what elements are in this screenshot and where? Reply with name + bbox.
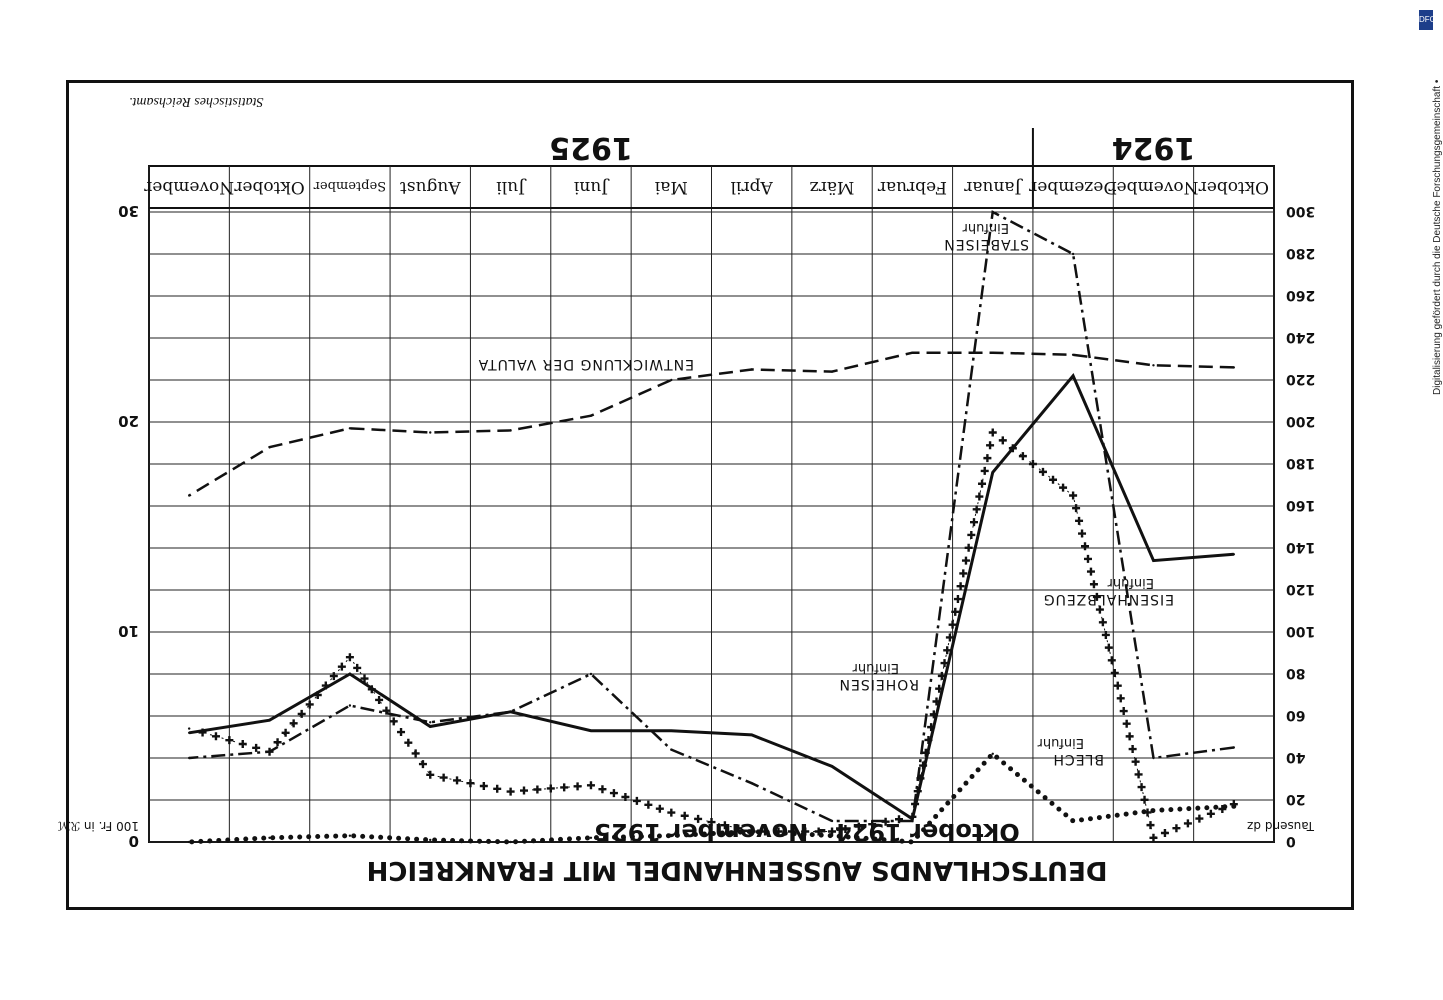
data-point <box>992 352 994 354</box>
month-tick-label: November <box>1108 177 1199 197</box>
annotation-roheisen: Einfuhr <box>852 660 899 675</box>
right-tick-label: 20 <box>118 412 139 430</box>
eisenhalbzeug-cross-mark <box>520 787 528 795</box>
month-tick-label: Januar <box>964 177 1022 197</box>
left-unit-label: Tausend dz <box>1247 819 1314 833</box>
annotation-blech: Einfuhr <box>1037 735 1084 750</box>
data-point <box>831 370 833 372</box>
eisenhalbzeug-cross-mark <box>967 531 975 539</box>
annotation-roheisen: ROHEISEN <box>838 676 919 692</box>
data-point <box>349 704 351 706</box>
data-point <box>1072 354 1074 356</box>
data-point <box>509 711 511 713</box>
data-point <box>1233 746 1235 748</box>
eisenhalbzeug-cross-mark <box>1117 694 1125 702</box>
annotation-eisenhalbzeug: Einfuhr <box>1107 575 1154 590</box>
data-point <box>188 494 190 496</box>
data-point <box>1152 559 1154 561</box>
eisenhalbzeug-cross-mark <box>212 732 220 740</box>
source-label: Statistisches Reichsamt. <box>129 94 264 109</box>
year-label: 1924 <box>1111 130 1196 165</box>
data-point <box>992 431 994 433</box>
eisenhalbzeug-cross-mark <box>1138 783 1146 791</box>
eisenhalbzeug-cross-mark <box>633 797 641 805</box>
eisenhalbzeug-cross-mark <box>1161 829 1169 837</box>
data-point <box>349 673 351 675</box>
eisenhalbzeug-cross-mark <box>983 454 991 462</box>
month-tick-label: März <box>809 177 855 197</box>
left-tick-label: 200 <box>1286 413 1316 429</box>
data-point <box>429 725 431 727</box>
data-point <box>188 841 190 843</box>
right-unit-label: 100 Fr. in ℛℳ <box>57 819 139 833</box>
year-label: 1925 <box>549 130 633 165</box>
eisenhalbzeug-cross-mark <box>1207 810 1215 818</box>
chart-labels <box>57 94 1315 885</box>
eisenhalbzeug-cross-mark <box>1059 484 1067 492</box>
eisenhalbzeug-cross-mark <box>610 789 618 797</box>
eisenhalbzeug-cross-mark <box>973 505 981 513</box>
eisenhalbzeug-cross-mark <box>298 710 306 718</box>
month-tick-label: Juli <box>496 177 525 197</box>
dfg-logo-icon: DFG <box>1419 10 1433 30</box>
eisenhalbzeug-cross-mark <box>353 664 361 672</box>
left-tick-label: 100 <box>1286 623 1316 639</box>
data-point <box>670 748 672 750</box>
eisenhalbzeug-cross-mark <box>1084 555 1092 563</box>
eisenhalbzeug-cross-mark <box>1132 758 1140 766</box>
eisenhalbzeug-cross-mark <box>959 569 967 577</box>
data-point <box>1072 820 1074 822</box>
data-point <box>1152 757 1154 759</box>
left-tick-label: 0 <box>1286 833 1296 849</box>
data-point <box>750 368 752 370</box>
eisenhalbzeug-cross-mark <box>1184 819 1192 827</box>
eisenhalbzeug-cross-mark <box>1135 770 1143 778</box>
left-tick-label: 120 <box>1286 581 1316 597</box>
eisenhalbzeug-cross-mark <box>1129 745 1137 753</box>
eisenhalbzeug-cross-mark <box>978 480 986 488</box>
annotation-valuta: ENTWICKLUNG DER VALUTA <box>477 356 694 372</box>
data-point <box>268 719 270 721</box>
data-point <box>509 429 511 431</box>
left-tick-label: 140 <box>1286 539 1316 555</box>
data-point <box>268 837 270 839</box>
eisenhalbzeug-cross-mark <box>493 785 501 793</box>
eisenhalbzeug-cross-mark <box>547 784 555 792</box>
data-point <box>188 757 190 759</box>
month-tick-label: August <box>399 177 461 197</box>
eisenhalbzeug-cross-mark <box>375 696 383 704</box>
eisenhalbzeug-cross-mark <box>397 728 405 736</box>
digitization-note <box>1420 10 1443 400</box>
data-point <box>268 751 270 753</box>
chart-subtitle: Oktober 1924 - November 1925 <box>594 818 1020 846</box>
eisenhalbzeug-cross-mark <box>975 493 983 501</box>
eisenhalbzeug-cross-mark <box>225 736 233 744</box>
data-point <box>349 427 351 429</box>
eisenhalbzeug-cross-mark <box>282 729 290 737</box>
eisenhalbzeug-cross-mark <box>239 740 247 748</box>
month-tick-label: Juni <box>573 177 609 197</box>
eisenhalbzeug-cross-mark <box>453 776 461 784</box>
eisenhalbzeug-cross-mark <box>252 744 260 752</box>
eisenhalbzeug-cross-mark <box>1123 720 1131 728</box>
data-point <box>590 784 592 786</box>
left-tick-label: 180 <box>1286 455 1316 471</box>
data-point <box>590 673 592 675</box>
data-point <box>670 730 672 732</box>
eisenhalbzeug-cross-mark <box>412 749 420 757</box>
eisenhalbzeug-cross-mark <box>1072 504 1080 512</box>
month-tick-label: September <box>313 178 387 193</box>
eisenhalbzeug-cross-mark <box>1120 707 1128 715</box>
eisenhalbzeug-cross-mark <box>1108 656 1116 664</box>
data-point <box>1233 553 1235 555</box>
data-point <box>429 721 431 723</box>
data-point <box>509 790 511 792</box>
right-tick-label: 0 <box>128 832 139 850</box>
data-point <box>1233 366 1235 368</box>
annotation-eisenhalbzeug: EISENHALBZEUG <box>1042 591 1174 607</box>
data-point <box>590 837 592 839</box>
data-point <box>992 471 994 473</box>
right-tick-label: 30 <box>118 202 139 220</box>
data-point <box>750 734 752 736</box>
left-tick-label: 80 <box>1286 665 1306 681</box>
digitization-note-text: Digitalisierung gefördert durch die Deutsche Forschungsgemeinschaft • <box>1432 79 1443 395</box>
eisenhalbzeug-cross-mark <box>1078 530 1086 538</box>
eisenhalbzeug-cross-mark <box>274 738 282 746</box>
month-tick-label: November <box>144 177 235 197</box>
data-point <box>429 774 431 776</box>
eisenhalbzeug-cross-mark <box>1111 669 1119 677</box>
eisenhalbzeug-cross-mark <box>1114 682 1122 690</box>
eisenhalbzeug-cross-mark <box>440 774 448 782</box>
data-point <box>1072 494 1074 496</box>
eisenhalbzeug-cross-mark <box>390 717 398 725</box>
eisenhalbzeug-cross-mark <box>965 544 973 552</box>
eisenhalbzeug-cross-mark <box>1075 517 1083 525</box>
data-point <box>911 352 913 354</box>
eisenhalbzeug-cross-mark <box>954 595 962 603</box>
data-point <box>188 727 190 729</box>
left-tick-label: 260 <box>1286 287 1316 303</box>
eisenhalbzeug-cross-mark <box>999 436 1007 444</box>
left-tick-label: 160 <box>1286 497 1316 513</box>
data-point <box>992 211 994 213</box>
data-point <box>349 835 351 837</box>
left-tick-label: 280 <box>1286 245 1316 261</box>
data-point <box>911 816 913 818</box>
eisenhalbzeug-cross-mark <box>290 719 298 727</box>
right-tick-label: 10 <box>118 622 139 640</box>
eisenhalbzeug-cross-mark <box>1087 568 1095 576</box>
data-point <box>992 753 994 755</box>
data-point <box>750 782 752 784</box>
data-point <box>670 379 672 381</box>
month-tick-label: Dezember <box>1029 177 1118 197</box>
month-tick-label: Mai <box>654 177 688 197</box>
eisenhalbzeug-cross-mark <box>1081 542 1089 550</box>
left-tick-label: 300 <box>1286 203 1316 219</box>
eisenhalbzeug-cross-mark <box>1172 824 1180 832</box>
data-point <box>590 730 592 732</box>
data-point <box>670 811 672 813</box>
eisenhalbzeug-cross-mark <box>574 782 582 790</box>
eisenhalbzeug-cross-mark <box>533 786 541 794</box>
eisenhalbzeug-cross-mark <box>986 441 994 449</box>
eisenhalbzeug-cross-mark <box>644 801 652 809</box>
eisenhalbzeug-cross-mark <box>981 467 989 475</box>
eisenhalbzeug-cross-mark <box>598 785 606 793</box>
data-point <box>1152 809 1154 811</box>
eisenhalbzeug-cross-mark <box>656 805 664 813</box>
chart-title: DEUTSCHLANDS AUSSENHANDEL MIT FRANKREICH <box>366 855 1108 885</box>
data-point <box>831 765 833 767</box>
data-point <box>429 839 431 841</box>
month-tick-label: Oktober <box>1198 177 1270 197</box>
month-tick-label: April <box>730 177 773 197</box>
eisenhalbzeug-cross-mark <box>466 779 474 787</box>
data-point <box>1233 803 1235 805</box>
data-point <box>1072 375 1074 377</box>
left-tick-label: 20 <box>1286 791 1306 807</box>
left-tick-label: 220 <box>1286 371 1316 387</box>
annotation-stabeisen: Einfuhr <box>962 220 1009 235</box>
eisenhalbzeug-cross-mark <box>1105 644 1113 652</box>
month-tick-label: Februar <box>877 177 947 197</box>
data-point <box>509 841 511 843</box>
data-point <box>188 732 190 734</box>
annotation-stabeisen: STABEISEN <box>943 236 1029 252</box>
data-point <box>429 431 431 433</box>
data-point <box>1152 837 1154 839</box>
data-point <box>268 446 270 448</box>
eisenhalbzeug-cross-mark <box>480 782 488 790</box>
annotation-blech: BLECH <box>1052 751 1104 767</box>
eisenhalbzeug-cross-mark <box>1090 580 1098 588</box>
eisenhalbzeug-cross-mark <box>1141 796 1149 804</box>
chart-grid <box>149 128 1274 842</box>
left-tick-label: 40 <box>1286 749 1306 765</box>
eisenhalbzeug-cross-mark <box>560 783 568 791</box>
eisenhalbzeug-cross-mark <box>306 700 314 708</box>
eisenhalbzeug-cross-mark <box>1019 452 1027 460</box>
eisenhalbzeug-cross-mark <box>1146 821 1154 829</box>
eisenhalbzeug-cross-mark <box>404 739 412 747</box>
eisenhalbzeug-cross-mark <box>1195 815 1203 823</box>
eisenhalbzeug-cross-mark <box>419 760 427 768</box>
eisenhalbzeug-cross-mark <box>957 582 965 590</box>
data-point <box>590 415 592 417</box>
data-point <box>349 656 351 658</box>
eisenhalbzeug-cross-mark <box>1099 618 1107 626</box>
left-tick-label: 240 <box>1286 329 1316 345</box>
eisenhalbzeug-cross-mark <box>962 557 970 565</box>
month-tick-label: Oktober <box>234 177 305 197</box>
data-point <box>1152 364 1154 366</box>
data-point <box>1072 253 1074 255</box>
left-tick-label: 60 <box>1286 707 1306 723</box>
eisenhalbzeug-cross-mark <box>970 518 978 526</box>
eisenhalbzeug-cross-mark <box>1126 732 1134 740</box>
